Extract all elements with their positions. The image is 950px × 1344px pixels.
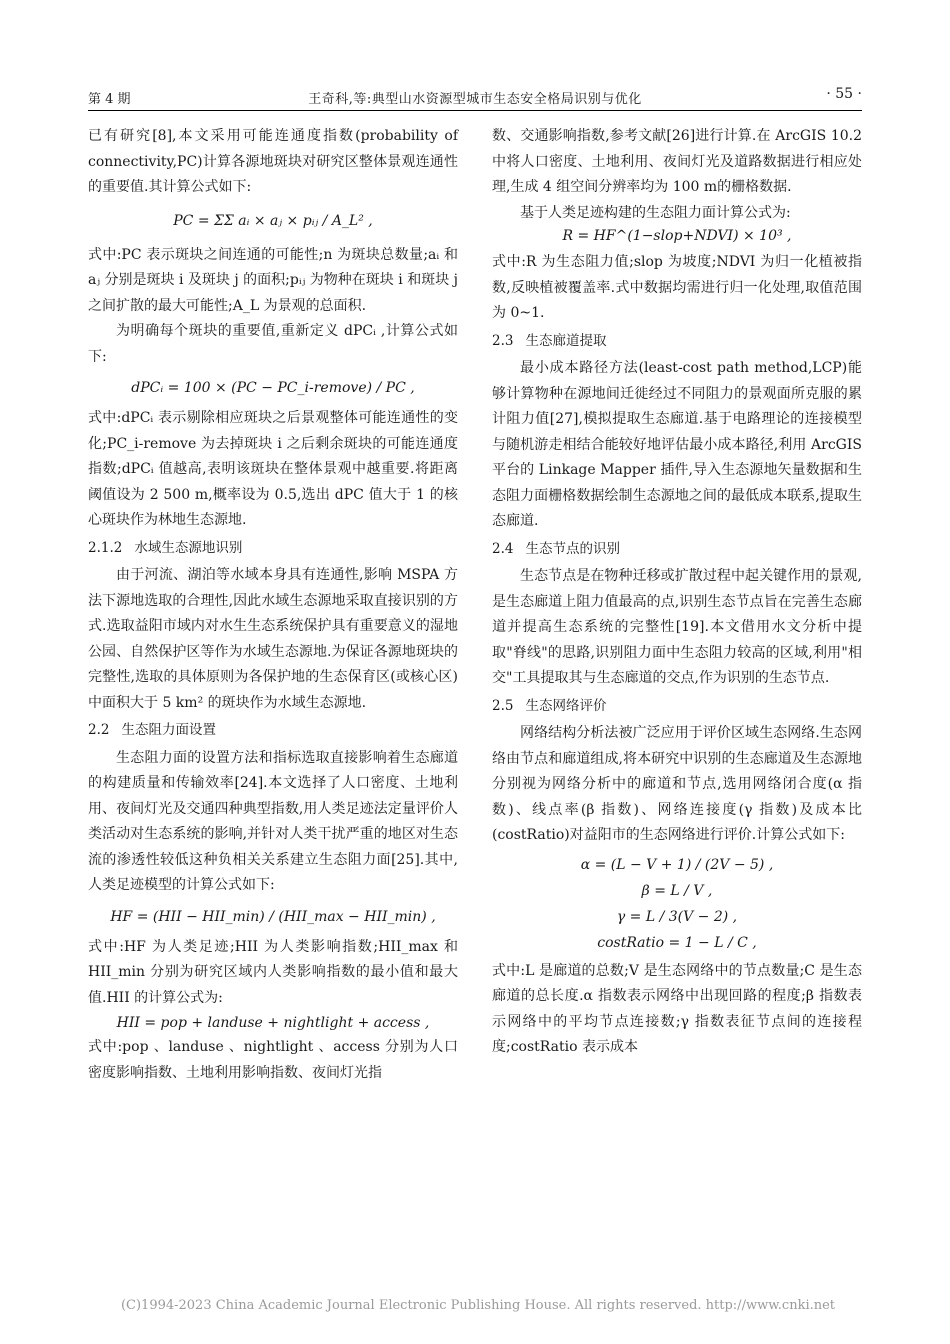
paragraph: 式中:dPCᵢ 表示剔除相应斑块之后景观整体可能连通性的变化;PC_i-remove 为去掉斑块 i 之后剩余斑块的可能连通度指数;dPCᵢ 值越高,表明该斑块在整体景观中越重要.将距离阈值设为 2 500 m,概率设为 0.5,选出 dPC 值大于 1 的核心斑块作为林地生态源地. [88, 410, 458, 528]
running-header [88, 84, 862, 110]
page-number: · 55 · [826, 86, 862, 102]
paragraph: 基于人类足迹构建的生态阻力面计算公式为: [520, 204, 791, 221]
equation-dpc: dPCᵢ = 100 × (PC − PC_i-remove) / PC , [131, 380, 415, 396]
paragraph: 式中:R 为生态阻力值;slop 为坡度;NDVI 为归一化植被指数,反映植被覆盖率.式中数据均需进行归一化处理,取值范围为 0~1. [492, 254, 862, 321]
equation-costratio: costRatio = 1 − L / C , [597, 934, 757, 951]
running-title: 王奇科,等:典型山水资源型城市生态安全格局识别与优化 [308, 92, 642, 107]
equation-hii: HII = pop + landuse + nightlight + access , [116, 1015, 430, 1031]
equation-hf: HF = (HII − HII_min) / (HII_max − HII_min) , [110, 908, 436, 925]
paragraph: 由于河流、湖泊等水域本身具有连通性,影响 MSPA 方法下源地选取的合理性,因此水域生态源地采取直接识别的方式.选取益阳市域内对水生生态系统保护具有重要意义的湿地公园、自然保护区等作为水域生态源地.为保证各源地斑块的完整性,选取的具体原则为各保护地的生态保育区(或核心区)中面积大于 5 km² 的斑块作为水域生态源地. [88, 567, 458, 711]
equation-r: R = HF^(1−slop+NDVI) × 10³ , [562, 228, 792, 244]
section-heading: 2.2 生态阻力面设置 [88, 722, 216, 738]
equation-alpha: α = (L − V + 1) / (2V − 5) , [580, 856, 774, 873]
equation-pc: PC = ΣΣ aᵢ × aⱼ × pᵢⱼ / A_L² , [173, 212, 373, 229]
paragraph: 式中:HF 为人类足迹;HII 为人类影响指数;HII_max 和 HII_min 分别为研究区域内人类影响指数的最小值和最大值.HII 的计算公式为: [88, 938, 458, 1006]
paragraph: 已有研究[8],本文采用可能连通度指数(probability of connectivity,PC)计算各源地斑块对研究区整体景观连通性的重要值.其计算公式如下: [88, 128, 458, 195]
paragraph: 式中:L 是廊道的总数;V 是生态网络中的节点数量;C 是生态廊道的总长度.α 指数表示网络中出现回路的程度;β 指数表示网络中的平均节点连接数;γ 指数表征节点间的连接程度;costRatio 表示成本 [492, 962, 862, 1055]
section-heading: 2.3 生态廊道提取 [492, 332, 607, 349]
paragraph: 生态阻力面的设置方法和指标选取直接影响着生态廊道的构建质量和传输效率[24].本文选择了人口密度、土地利用、夜间灯光及交通四种典型指数,用人类足迹法定量评价人类活动对生态系统的影响,并针对人类干扰严重的地区对生态流的渗透性较低这种负相关关系建立生态阻力面[25].其中,人类足迹模型的计算公式如下: [88, 749, 458, 893]
paragraph: 式中:pop 、landuse 、nightlight 、access 分别为人口密度影响指数、土地利用影响指数、夜间灯光指 [88, 1039, 458, 1081]
right-column [492, 124, 862, 1061]
section-heading: 2.5 生态网络评价 [492, 697, 607, 714]
copyright-footer: (C)1994-2023 China Academic Journal Electronic Publishing House. All rights reserved. http://www.cnki.net [120, 1298, 836, 1313]
paragraph: 网络结构分析法被广泛应用于评价区域生态网络.生态网络由节点和廊道组成,将本研究中识别的生态廊道及生态源地分别视为网络分析中的廊道和节点,选用网络闭合度(α 指数)、线点率(β 指数)、网络连接度(γ 指数)及成本比(costRatio)对益阳市的生态网络进行评价.计算公式如下: [492, 725, 862, 843]
paragraph: 为明确每个斑块的重要值,重新定义 dPCᵢ ,计算公式如下: [88, 323, 458, 365]
section-heading: 2.4 生态节点的识别 [492, 540, 620, 557]
left-column [88, 124, 458, 1086]
paragraph: 式中:PC 表示斑块之间连通的可能性;n 为斑块总数量;aᵢ 和 aⱼ 分别是斑块 i 及斑块 j 的面积;pᵢⱼ 为物种在斑块 i 和斑块 j 之间扩散的最大可能性;A_L 为景观的总面积. [88, 246, 458, 314]
section-heading: 2.1.2 水域生态源地识别 [88, 539, 243, 556]
issue-number: 第 4 期 [88, 92, 131, 107]
paragraph: 最小成本路径方法(least-cost path method,LCP)能够计算物种在源地间迁徙经过不同阻力的景观面所克服的累计阻力值[27],模拟提取生态廊道.基于电路理论的连接模型与随机游走相结合能较好地评估最小成本路径,利用 ArcGIS 平台的 Linkage Mapper 插件,导入生态源地矢量数据和生态阻力面栅格数据绘制生态源地之间的最低成本联系,提取生态廊道. [492, 360, 862, 529]
paragraph: 数、交通影响指数,参考文献[26]进行计算.在 ArcGIS 10.2 中将人口密度、土地利用、夜间灯光及道路数据进行相应处理,生成 4 组空间分辨率均为 100 m的栅格数据. [492, 128, 862, 195]
header-rule [88, 110, 862, 111]
equation-beta: β = L / V , [641, 882, 713, 899]
equation-gamma: γ = L / 3(V − 2) , [616, 908, 738, 925]
paragraph: 生态节点是在物种迁移或扩散过程中起关键作用的景观,是生态廊道上阻力值最高的点,识别生态节点旨在完善生态廊道并提高生态系统的完整性[19].本文借用水文分析中提取"脊线"的思路,识别阻力面中生态阻力较高的区域,利用"相交"工具提取其与生态廊道的交点,作为识别的生态节点. [492, 568, 862, 686]
